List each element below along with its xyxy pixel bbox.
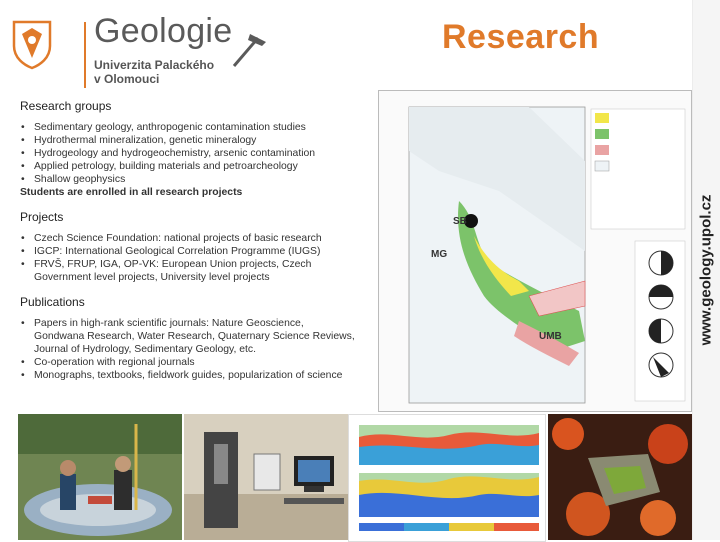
list-item: • Hydrothermal mineralization, genetic mineralogy: [20, 134, 356, 147]
list-item: • Papers in high-rank scientific journals: Nature Geoscience, Gondwana Research, Water Research, Quaternary Science Reviews, Journal of Hydrology, Sedimentary Geology, etc.: [20, 317, 356, 356]
research-groups-list: [20, 121, 356, 186]
logo-university: [94, 58, 214, 86]
mineral-sample-photo: [548, 414, 692, 540]
geophysical-profile-figure: [348, 414, 546, 542]
list-item: • Sedimentary geology, anthropogenic contamination studies: [20, 121, 356, 134]
list-item: • Shallow geophysics: [20, 173, 356, 186]
map-label-umb: UMB: [539, 331, 562, 342]
geologie-logo[interactable]: [10, 14, 270, 84]
list-item: • Monographs, textbooks, fieldwork guides, popularization of science: [20, 369, 356, 382]
geological-map-graphic: [379, 91, 691, 411]
hammer-icon: [226, 30, 270, 70]
publications-heading: Publications: [20, 295, 85, 309]
logo-wordmark: Geologie: [94, 12, 233, 50]
website-url[interactable]: www.geology.upol.cz: [697, 194, 715, 346]
logo-university-line2: v Olomouci: [94, 72, 160, 86]
map-label-sb: SB: [453, 216, 467, 227]
list-item: • Applied petrology, building materials and petroarcheology: [20, 160, 356, 173]
students-note: Students are enrolled in all research projects: [20, 187, 243, 198]
text-content: [20, 100, 356, 382]
university-seal-icon: [10, 18, 54, 70]
list-item: • Co-operation with regional journals: [20, 356, 356, 369]
logo-divider: [84, 22, 86, 88]
projects-heading: Projects: [20, 210, 64, 224]
list-item: • IGCP: International Geological Correlation Programme (IUGS): [20, 245, 356, 258]
publications-list: [20, 317, 356, 382]
projects-list: [20, 232, 356, 284]
lab-photo: [184, 414, 358, 540]
research-groups-heading: Research groups: [20, 99, 112, 113]
page-title: Research: [442, 18, 600, 56]
map-label-mg: MG: [431, 249, 448, 260]
list-item: • Hydrogeology and hydrogeochemistry, arsenic contamination: [20, 147, 356, 160]
geological-map: [378, 90, 692, 412]
list-item: • Czech Science Foundation: national projects of basic research: [20, 232, 356, 245]
logo-university-line1: Univerzita Palackého: [94, 58, 215, 72]
field-boat-photo: [18, 414, 182, 540]
list-item: • FRVŠ, FRUP, IGA, OP-VK: European Union projects, Czech Government level projects, University level projects: [20, 258, 356, 284]
